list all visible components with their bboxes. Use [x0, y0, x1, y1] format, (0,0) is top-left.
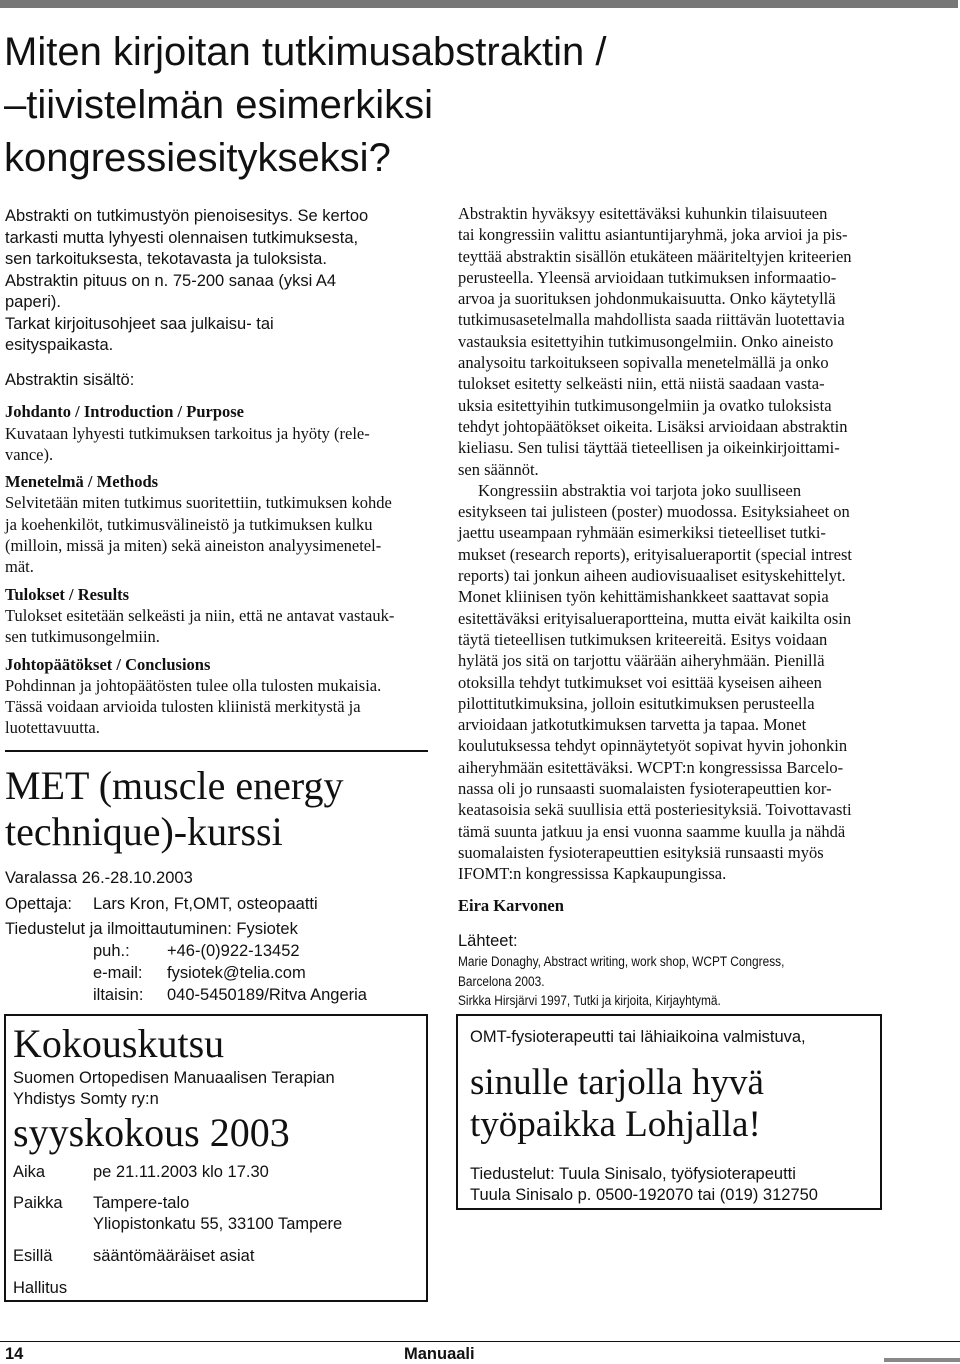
job-ad-headline	[470, 1062, 764, 1146]
met-title-line: technique)-kurssi	[5, 809, 283, 854]
para-line: arvioidaan jatkotutkimuksen tarvetta ja tapaa. Monet	[458, 715, 807, 735]
abstract-contents	[5, 370, 430, 739]
contact-line: Tiedustelut: Tuula Sinisalo, työfysioterapeutti	[470, 1165, 796, 1183]
author-signature: Eira Karvonen	[458, 896, 564, 915]
section-line: sen tutkimusongelmiin.	[5, 627, 160, 647]
met-dates-text: Varalassa 26.-28.10.2003	[5, 869, 193, 887]
footer-bar	[884, 1358, 960, 1362]
para-line: sen säännöt.	[458, 459, 539, 479]
title-line: Miten kirjoitan tutkimusabstraktin /	[4, 30, 607, 74]
esilla-row	[13, 1246, 342, 1267]
met-course-title	[5, 763, 343, 855]
para-line: tämä suunta jatkuu ja ensi vuonna saamme kuulla ja nähdä	[458, 821, 846, 841]
para-line: teyttää abstraktin sisällön etukäteen määriteltyjen kriteerien	[458, 246, 852, 266]
met-dates	[5, 868, 430, 890]
section-line: Kuvataan lyhyesti tutkimuksen tarkoitus ja hyöty (rele-	[5, 423, 370, 443]
section-line: vance).	[5, 444, 54, 464]
teacher-label: Opettaja:	[5, 894, 72, 913]
para-line: tehdyt johtopäätökset oikeita. Lisäksi arvioidaan abstraktin	[458, 416, 848, 436]
reference-line: Marie Donaghy, Abstract writing, work shop, WCPT Congress,	[458, 954, 785, 969]
para-line: koulutuksessa tehdyt opinnäytetyöt sopivat hyvin johonkin	[458, 736, 848, 756]
org-line: Yhdistys Somty ry:n	[13, 1090, 159, 1108]
org-line: Suomen Ortopedisen Manuaalisen Terapian	[13, 1069, 335, 1087]
para-line: reports) tai jonkun aiheen audiovisuaaliset esityskehittelyt.	[458, 566, 846, 586]
para-line: arvoa ja suorituksen johdonmukaisuutta. Onko käytetyllä	[458, 289, 836, 309]
paikka-row-2	[13, 1214, 342, 1235]
footer-rule	[0, 1341, 960, 1342]
headline-line: työpaikka Lohjalla!	[470, 1104, 761, 1145]
intro-paragraph	[5, 206, 435, 357]
para-line: mukset (research reports), erityisalueraportit (special intrest	[458, 544, 853, 564]
headline-line: sinulle tarjolla hyvä	[470, 1062, 764, 1103]
para-line: Abstraktin hyväksyy esitettäväksi kuhunkin tilaisuuteen	[458, 204, 828, 223]
evening-value: 040-5450189/Ritva Angeria	[167, 985, 367, 1004]
reference-line: Barcelona 2003.	[458, 973, 545, 989]
paikka-label: Paikka	[13, 1194, 63, 1212]
meeting-details	[13, 1162, 342, 1299]
section-title: Johdanto / Introduction / Purpose	[5, 402, 244, 422]
section-title: Johtopäätökset / Conclusions	[5, 654, 211, 674]
references	[458, 930, 878, 1011]
esilla-label: Esillä	[13, 1247, 53, 1265]
email-value: fysiotek@telia.com	[167, 963, 306, 982]
references-heading: Lähteet:	[458, 932, 518, 950]
section-line: (milloin, missä ja miten) sekä aineiston analyysimenetel-	[5, 536, 382, 556]
met-info-row	[5, 919, 430, 941]
intro-line: Tarkat kirjoitusohjeet saa julkaisu- tai	[5, 314, 274, 333]
section-line: mät.	[5, 557, 34, 577]
evening-label: iltaisin:	[93, 985, 144, 1004]
divider	[5, 750, 428, 752]
para-line: Kongressiin abstraktia voi tarjota joko suulliseen	[478, 480, 802, 500]
para-line: hylätä jos sitä on tarjottu väärään aiheryhmään. Pienillä	[458, 651, 825, 671]
para-line: nassa oli jo runsaasti suomalaisten fysioterapeuttien kor-	[458, 779, 832, 799]
para-line: tutkimusasetelmalla mahdollista saada riittävän luotettavia	[458, 310, 845, 330]
hallitus-sign: Hallitus	[13, 1279, 68, 1297]
email-label: e-mail:	[93, 963, 143, 982]
intro-line: tarkasti mutta lyhyesti olennaisen tutkimuksesta,	[5, 228, 359, 247]
article-title	[4, 26, 904, 185]
paikka-address: Yliopistonkatu 55, 33100 Tampere	[93, 1215, 343, 1233]
para-line: aiheryhmään esitettäväksi. WCPT:n kongressissa Barcelo-	[458, 757, 844, 777]
top-rule	[0, 0, 958, 8]
section-title: Tulokset / Results	[5, 584, 130, 604]
para-line: IFOMT:n kongressissa Kapkaupungissa.	[458, 864, 727, 884]
para-line: pilottitutkimuksina, jolloin esitutkimuksen perusteella	[458, 693, 815, 713]
aika-value: pe 21.11.2003 klo 17.30	[93, 1163, 269, 1181]
aika-row	[13, 1162, 342, 1183]
intro-line: paperi).	[5, 293, 61, 311]
aika-label: Aika	[13, 1163, 46, 1181]
meeting-invitation-box	[4, 1014, 428, 1302]
section-line: ja koehenkilöt, tutkimusvälineistö ja tutkimuksen kulku	[5, 514, 373, 534]
magazine-name: Manuaali	[404, 1345, 475, 1363]
para-line: jaettu useampaan ryhmään esimerkiksi tieteelliset tutki-	[458, 523, 826, 543]
job-ad-box	[456, 1014, 882, 1210]
intro-line: Abstrakti on tutkimustyön pienoisesitys. Se kertoo	[5, 207, 369, 225]
section-line: luotettavuutta.	[5, 718, 100, 738]
section-line: Pohdinnan ja johtopäätösten tulee olla tulosten mukaisia.	[5, 675, 382, 695]
para-line: esitettäväksi erityisalueraportteina, mutta eivät kaikilta osin	[458, 608, 852, 628]
reference-line: Sirkka Hirsjärvi 1997, Tutki ja kirjoita, Kirjayhtymä.	[458, 993, 721, 1008]
para-line: otoksilla tehdyt tutkimukset voi esittää kyseisen aiheen	[458, 672, 822, 692]
intro-line: sen tarkoituksesta, tekotavasta ja tuloksista.	[5, 250, 327, 268]
para-line: tai kongressiin valittu asiantuntijaryhmä, joka arvioi ja pis-	[458, 225, 848, 245]
met-title-line: MET (muscle energy	[5, 763, 344, 808]
met-email-row	[5, 963, 430, 985]
section-line: Tulokset esitetään selkeästi ja niin, että ne antavat vastauk-	[5, 605, 395, 625]
para-line: esitykseen tai julisteen (poster) muodossa. Esityksiaheet on	[458, 502, 850, 522]
title-line: kongressiesitykseksi?	[4, 136, 391, 180]
job-ad-contact	[470, 1164, 818, 1206]
title-line: –tiivistelmän esimerkiksi	[4, 83, 433, 127]
para-line: perusteella. Yleensä arvioidaan tutkimuksen informaatio-	[458, 267, 837, 287]
info-text: Tiedustelut ja ilmoittautuminen: Fysiotek	[5, 920, 298, 939]
met-teacher-row	[5, 894, 430, 916]
phone-label: puh.:	[93, 942, 130, 961]
paikka-row	[13, 1193, 342, 1214]
page-number: 14	[5, 1345, 24, 1363]
section-title: Menetelmä / Methods	[5, 472, 159, 492]
met-course-info	[5, 868, 430, 1006]
para-line: Monet kliinisen työn kehittämishankkeet saattavat sopia	[458, 587, 829, 607]
para-line: uksia esitettyihin tutkimusongelmiin ja ovatko tuloksista	[458, 395, 832, 415]
meeting-name: syyskokous 2003	[13, 1110, 290, 1155]
met-phone-row	[5, 941, 430, 963]
met-evening-row	[5, 985, 430, 1007]
section-line: Selvitetään miten tutkimus suoritettiin, tutkimuksen kohde	[5, 493, 392, 513]
teacher-value: Lars Kron, Ft,OMT, osteopaatti	[93, 894, 318, 913]
right-column-text	[458, 203, 888, 885]
contents-heading: Abstraktin sisältö:	[5, 371, 135, 389]
contact-line: Tuula Sinisalo p. 0500-192070 tai (019) 312750	[470, 1186, 818, 1204]
para-line: täytä tieteellisen tutkimuksen kriteereitä. Esitys voidaan	[458, 629, 828, 649]
para-line: kieliasu. Sen tulisi täyttää tieteellisen ja oikeinkirjoittami-	[458, 438, 840, 458]
paikka-value: Tampere-talo	[93, 1194, 190, 1212]
para-line: suomalaisten fysioterapeuttien esityksiä runsaasti myös	[458, 842, 824, 862]
para-line: analysoitu tarkoitukseen sopivalla menetelmällä ja onko	[458, 353, 829, 373]
organization	[13, 1068, 335, 1110]
hallitus-row	[13, 1278, 342, 1299]
esilla-value: sääntömääräiset asiat	[93, 1247, 255, 1265]
para-line: vastauksia esitettyihin tutkimusongelmiin. Onko aineisto	[458, 331, 834, 351]
section-line: Tässä voidaan arvioida tulosten kliinistä merkitystä ja	[5, 697, 361, 717]
phone-value: +46-(0)922-13452	[167, 942, 300, 961]
intro-line: esityspaikasta.	[5, 336, 114, 354]
invitation-title: Kokouskutsu	[13, 1021, 225, 1066]
para-line: keatasoisia sekä suullisia että posteriesityksiä. Toivottavasti	[458, 800, 852, 820]
para-line: tulokset esitetty selkeästi niin, että niistä saadaan vasta-	[458, 374, 825, 394]
intro-line: Abstraktin pituus on n. 75-200 sanaa (yksi A4	[5, 271, 337, 290]
job-ad-intro: OMT-fysioterapeutti tai lähiaikoina valmistuva,	[470, 1028, 806, 1046]
